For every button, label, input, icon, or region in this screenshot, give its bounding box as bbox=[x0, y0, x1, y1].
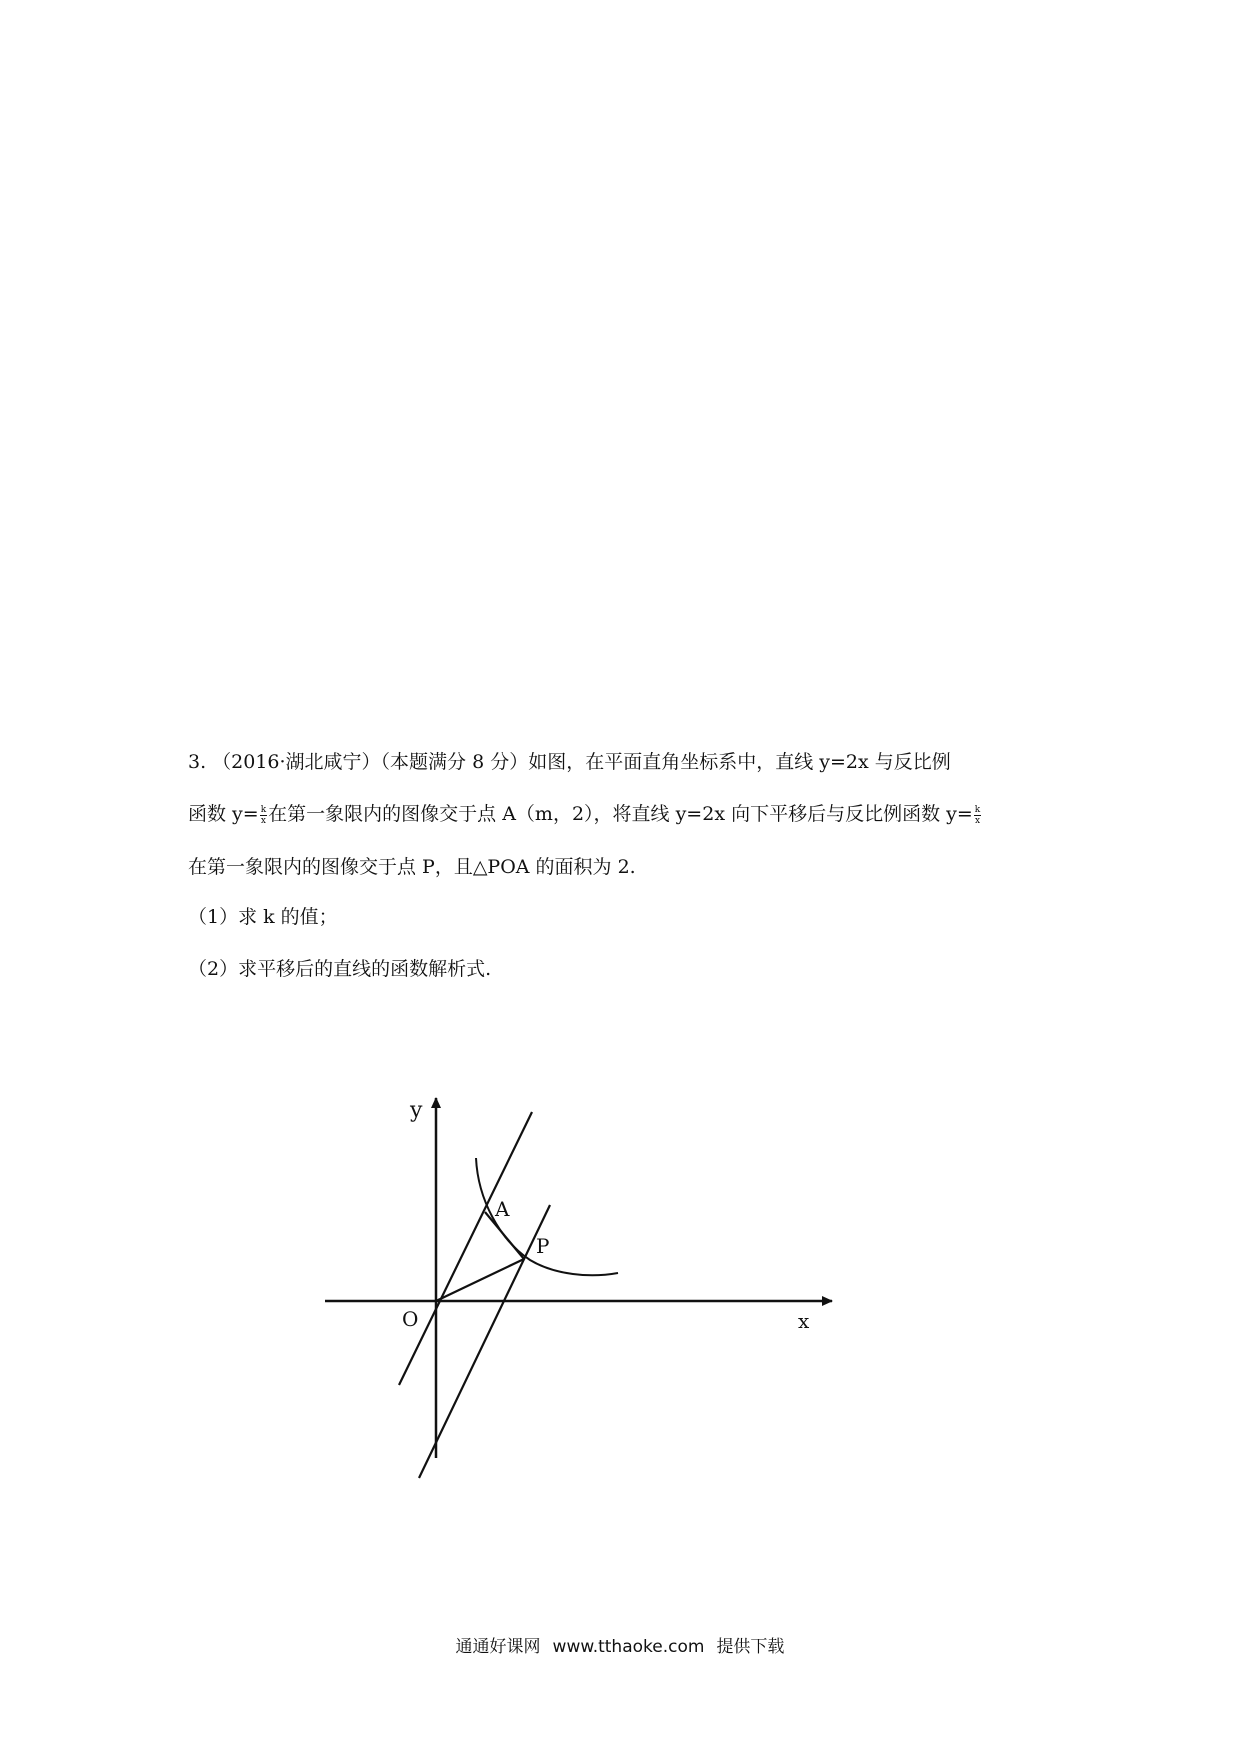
footer-suffix: 提供下载 bbox=[716, 1637, 785, 1657]
footer-url[interactable]: www.tthaoke.com bbox=[552, 1637, 705, 1657]
problem-line-2-part-b: 在第一象限内的图像交于点 A（m，2），将直线 y=2x 向下平移后与反比例函数 y= bbox=[268, 803, 973, 825]
point-a-label: A bbox=[495, 1197, 510, 1221]
question-1: （1）求 k 的值； bbox=[188, 906, 338, 928]
shifted-line bbox=[419, 1205, 550, 1478]
x-axis-label: x bbox=[798, 1309, 810, 1333]
question-2: （2）求平移后的直线的函数解析式. bbox=[188, 958, 492, 980]
line-y-2x bbox=[399, 1112, 532, 1385]
fraction-numerator: k bbox=[260, 804, 267, 815]
problem-line-3: 在第一象限内的图像交于点 P，且△POA 的面积为 2. bbox=[188, 856, 636, 878]
fraction-numerator-2: k bbox=[974, 804, 981, 815]
fraction-denominator-2: x bbox=[974, 815, 981, 826]
fraction-denominator: x bbox=[260, 815, 266, 826]
point-p-label: P bbox=[536, 1234, 550, 1258]
y-axis-label: y bbox=[410, 1098, 423, 1123]
origin-label: O bbox=[402, 1307, 419, 1331]
footer-site-name: 通通好课网 bbox=[455, 1637, 541, 1657]
footer bbox=[0, 1632, 1240, 1657]
problem-line-2-part-a: 函数 y= bbox=[188, 803, 259, 825]
problem-line-1: 3. （2016·湖北咸宁）（本题满分 8 分）如图，在平面直角坐标系中，直线 y=2x 与反比例 bbox=[188, 751, 951, 773]
